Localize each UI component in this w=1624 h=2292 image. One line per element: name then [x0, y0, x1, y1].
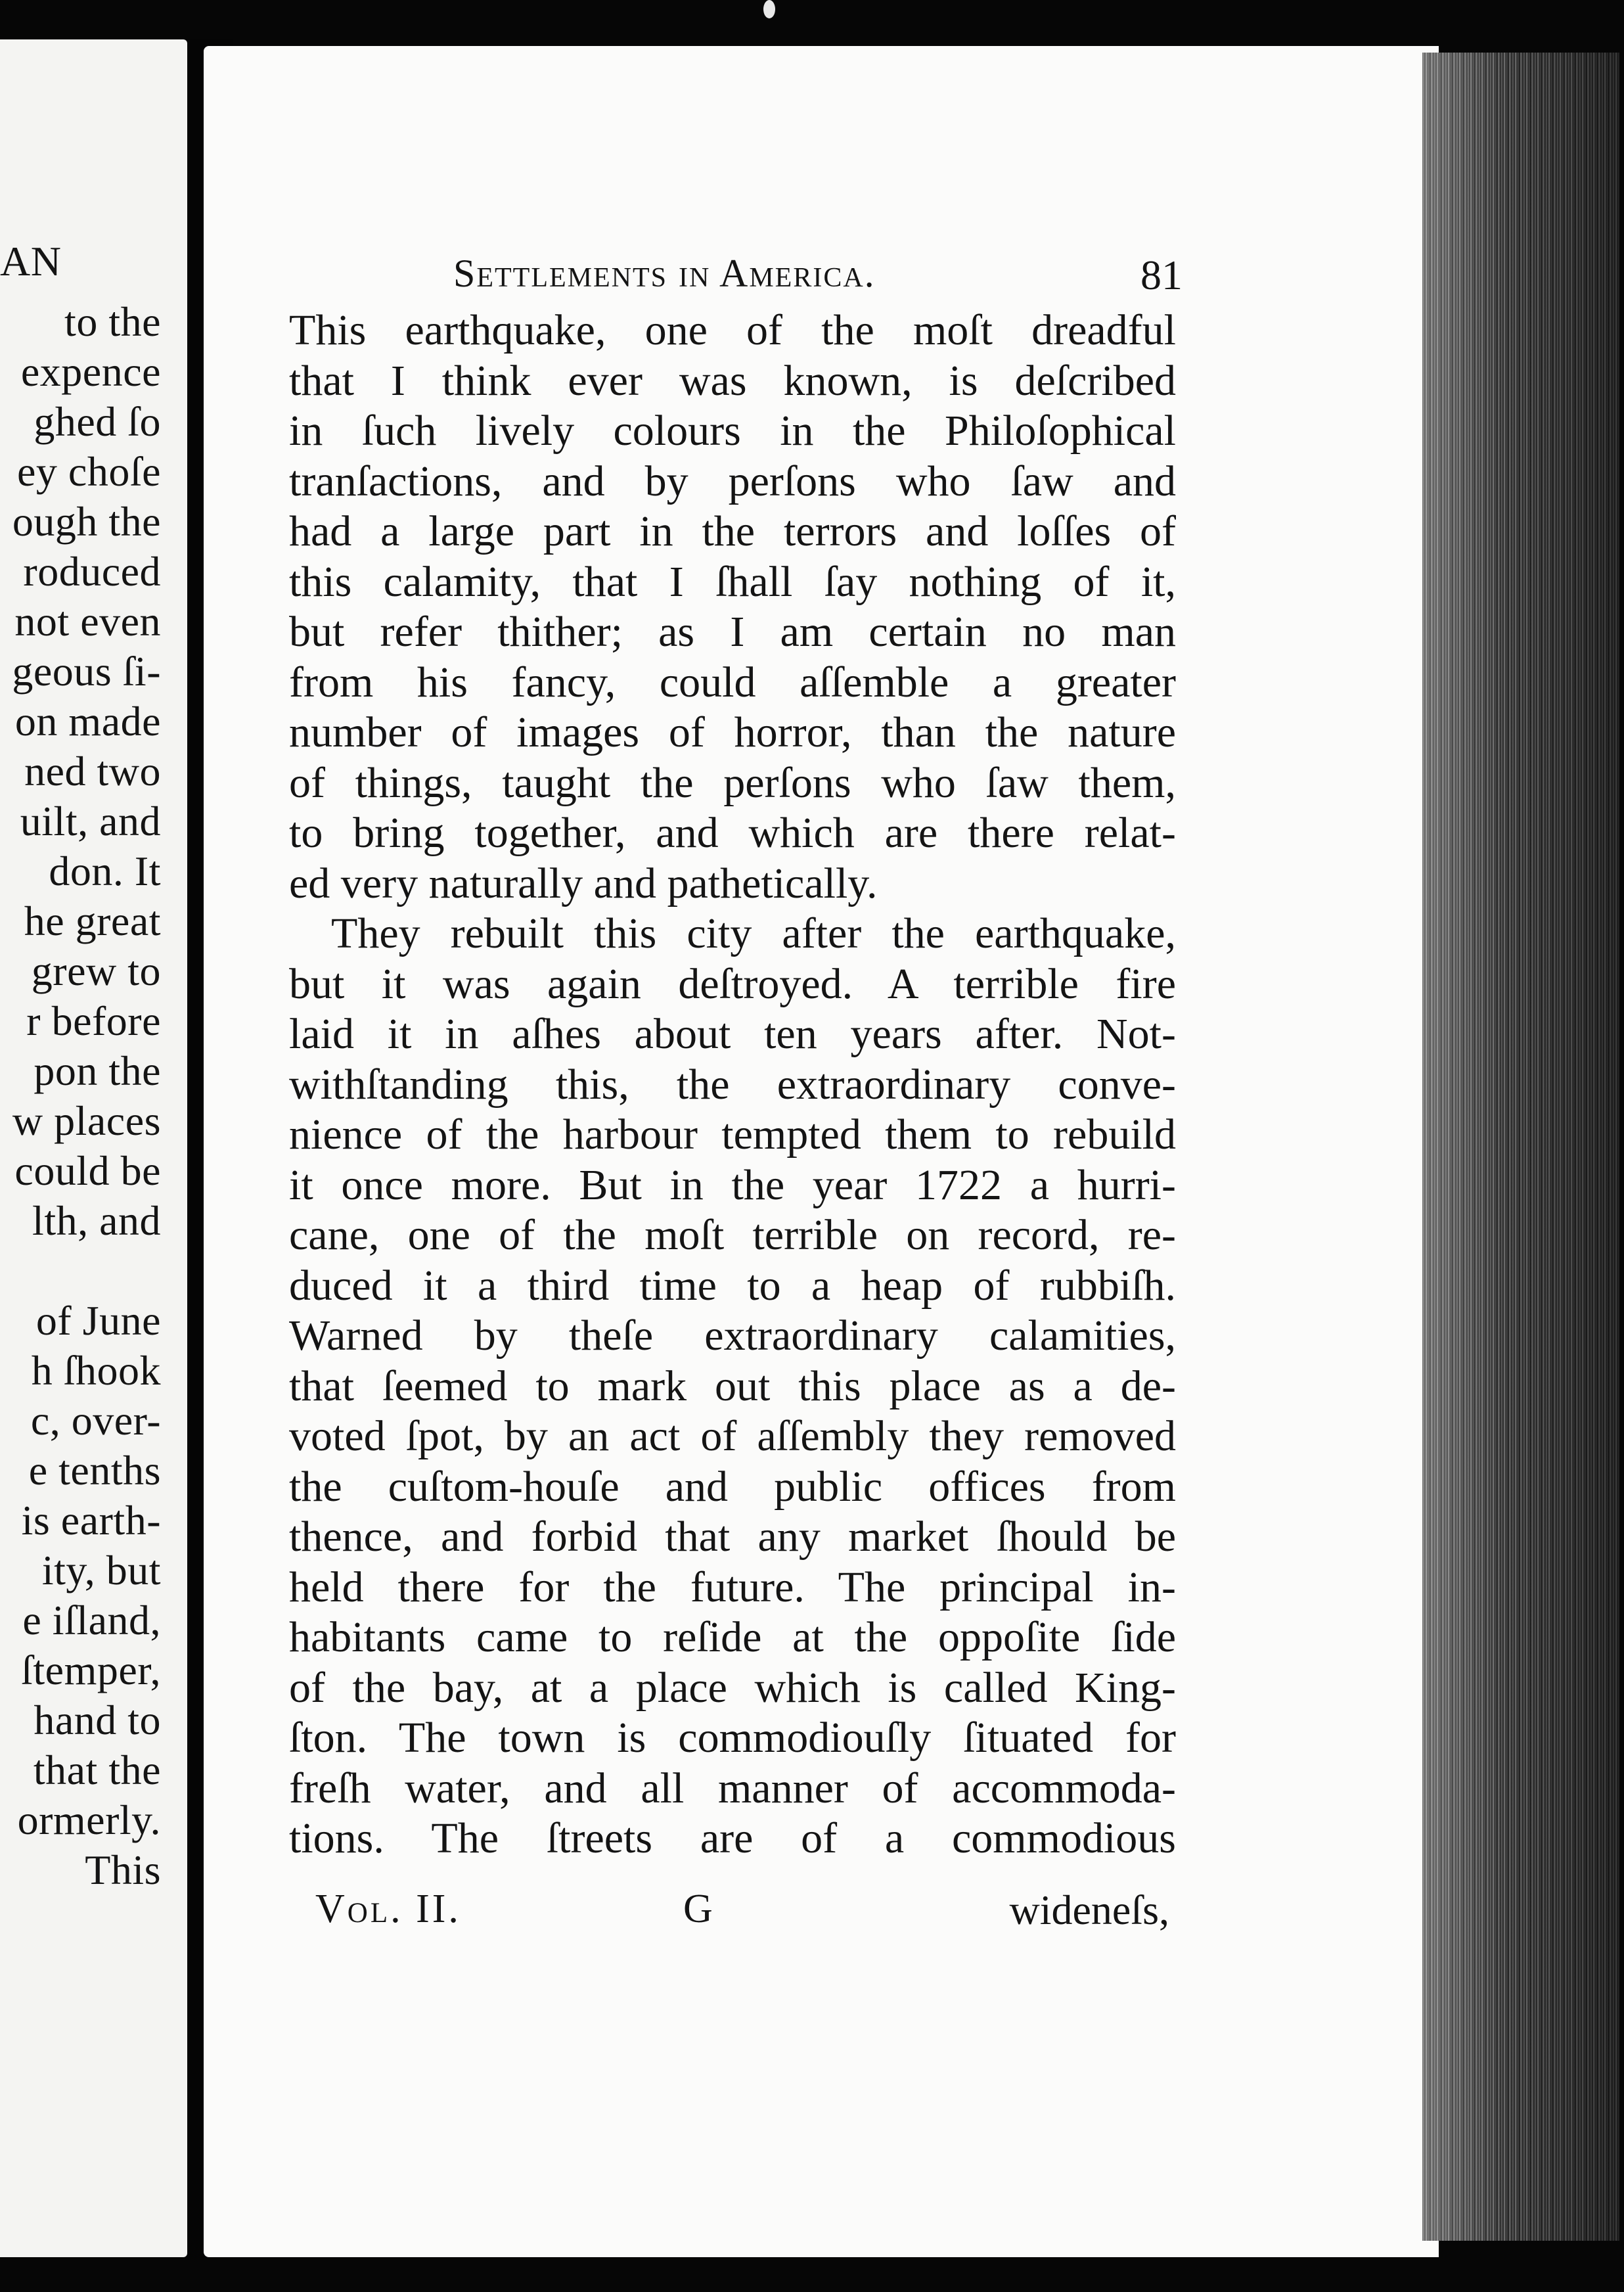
left-page-line: don. It [49, 848, 161, 894]
left-page [0, 39, 187, 2257]
left-page-line: expence [20, 348, 161, 395]
page-header [453, 251, 1183, 310]
text-line: Warned by theſe extraordinary calamities, [289, 1312, 1176, 1360]
text-line: duced it a third time to a heap of rubbiſh. [289, 1261, 1176, 1310]
text-line: but refer thither; as I am certain no man [289, 608, 1176, 656]
left-page-line: that the [33, 1747, 161, 1793]
left-page-line: is earth- [21, 1497, 161, 1544]
left-page-line: AN [0, 238, 62, 285]
text-line: but it was again deſtroyed. A terrible fire [289, 959, 1176, 1008]
text-line: that ſeemed to mark out this place as a de- [289, 1362, 1176, 1410]
left-page-line: w places [12, 1097, 161, 1144]
text-line: thence, and forbid that any market ſhould be [289, 1513, 1176, 1561]
text-line: tions. The ſtreets are of a commodious [289, 1814, 1176, 1862]
text-line: held there for the future. The principal in- [289, 1563, 1176, 1611]
text-line: This earthquake, one of the moſt dreadful [289, 306, 1176, 354]
page-speck [763, 0, 775, 18]
text-line: had a large part in the terrors and loſſes of [289, 507, 1176, 555]
left-page-line: ghed ſo [34, 398, 161, 445]
left-page-line: r before [26, 997, 161, 1044]
left-page-line: of June [35, 1297, 161, 1344]
left-page-line: uilt, and [20, 798, 161, 844]
left-page-line: ſtemper, [21, 1647, 161, 1693]
text-line: number of images of horror, than the nature [289, 708, 1176, 756]
text-line: voted ſpot, by an act of aſſembly they removed [289, 1412, 1176, 1460]
left-page-line: to the [64, 298, 161, 345]
left-page-line: could be [14, 1147, 161, 1194]
left-page-line: ormerly. [17, 1797, 161, 1843]
running-head: Settlements in America. [453, 252, 876, 295]
text-line: withſtanding this, the extraordinary conve- [289, 1060, 1176, 1109]
text-line: in ſuch lively colours in the Philoſophical [289, 407, 1176, 455]
text-line: tranſactions, and by perſons who ſaw and [289, 457, 1176, 505]
text-line: that I think ever was known, is deſcribed [289, 356, 1176, 405]
left-page-line: he great [24, 898, 161, 944]
left-page-line: ity, but [41, 1547, 161, 1593]
text-line: ed very naturally and pathetically. [289, 859, 878, 907]
text-line: habitants came to reſide at the oppoſite ſide [289, 1613, 1176, 1661]
text-line: ſton. The town is commodiouſly ſituated for [289, 1714, 1176, 1762]
text-line: nience of the harbour tempted them to rebuild [289, 1111, 1176, 1158]
left-page-line: e tenths [28, 1447, 161, 1494]
text-line: from his fancy, could aſſemble a greater [289, 658, 1176, 706]
left-page-line: geous ſi- [12, 648, 161, 695]
page-footer [315, 1886, 1169, 1945]
text-line: to bring together, and which are there relat- [289, 809, 1176, 857]
left-page-line: ough the [12, 498, 161, 545]
left-page-line: This [85, 1846, 161, 1893]
left-page-line: roduced [23, 548, 161, 595]
text-line: it once more. But in the year 1722 a hurri- [289, 1160, 1176, 1209]
catchword: wideneſs, [1009, 1887, 1169, 1933]
text-line: the cuſtom-houſe and public offices from [289, 1462, 1176, 1511]
left-page-line: hand to [34, 1697, 161, 1743]
left-page-line: grew to [31, 948, 161, 994]
volume-signature: Vol. II. [315, 1887, 461, 1931]
left-page-line: not even [14, 598, 161, 645]
book-page-edges-shade [1422, 53, 1619, 2241]
page-body [289, 306, 1176, 1864]
text-line: of things, taught the perſons who ſaw them, [289, 758, 1176, 807]
text-line: of the bay, at a place which is called King- [289, 1663, 1176, 1712]
left-page-line: pon the [34, 1047, 161, 1094]
text-line: cane, one of the moſt terrible on record, re- [289, 1211, 1176, 1259]
text-line: freſh water, and all manner of accommoda- [289, 1764, 1176, 1812]
left-page-line: on made [14, 698, 161, 745]
signature-mark: G [683, 1887, 713, 1931]
text-line: this calamity, that I ſhall ſay nothing of it, [289, 557, 1176, 606]
page-number: 81 [1140, 252, 1183, 298]
left-page-line: c, over- [30, 1397, 161, 1444]
left-page-line: h ſhook [31, 1347, 161, 1394]
paragraph-first-line: They rebuilt this city after the earthquake, [331, 909, 1176, 957]
left-page-line: lth, and [32, 1197, 161, 1244]
left-page-line: e iſland, [22, 1597, 161, 1643]
left-page-line: ned two [24, 748, 161, 794]
text-line: laid it in aſhes about ten years after. Not- [289, 1010, 1176, 1058]
left-page-line: ey choſe [17, 448, 161, 495]
